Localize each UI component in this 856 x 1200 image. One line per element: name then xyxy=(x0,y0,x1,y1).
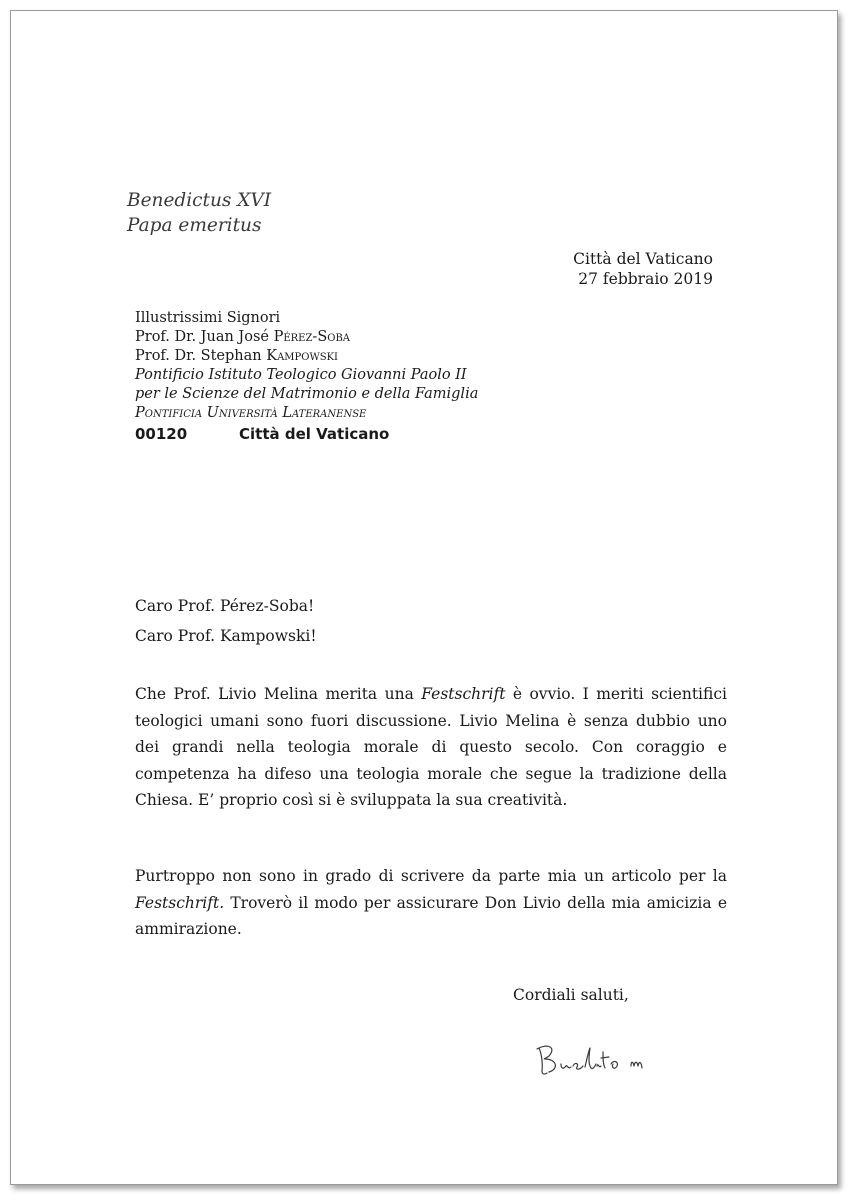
address-greeting: Illustrissimi Signori xyxy=(135,310,281,326)
postal-line xyxy=(135,423,478,445)
recipient-2-surname: Kampowski xyxy=(266,348,339,364)
paragraph-2-text-b: Troverò il modo per assicurare Don Livio della mia amicizia e ammirazione. xyxy=(135,893,727,938)
recipient-address xyxy=(135,309,478,445)
salutation-1: Caro Prof. Pérez-Soba! xyxy=(135,597,315,615)
letter-page xyxy=(10,10,838,1185)
paragraph-1-text-a: Che Prof. Livio Melina merita una xyxy=(135,685,422,703)
recipient-2-prefix: Prof. Dr. Stephan xyxy=(135,348,267,364)
signature-scribble xyxy=(531,1036,671,1080)
letter-place: Città del Vaticano xyxy=(573,250,713,268)
letter-date: 27 febbraio 2019 xyxy=(578,270,713,288)
closing-salutation: Cordiali saluti, xyxy=(513,986,629,1004)
paragraph-2-text-a: Purtroppo non sono in grado di scrivere da parte mia un articolo per la xyxy=(135,867,727,885)
recipient-1 xyxy=(135,328,478,347)
paragraph-1-text-b: è ovvio. I meriti scientifici teologici umani sono fuori discussione. Livio Melina è senza dubbio uno dei grandi nella teologia morale di questo secolo. Con coraggio e competenza ha difeso una teologia morale che segue la tradizione della Chiesa. E’ proprio così si è sviluppata la sua creatività. xyxy=(135,685,727,809)
university-name: Pontificia Università Lateranense xyxy=(135,405,367,421)
salutation-2: Caro Prof. Kampowski! xyxy=(135,626,317,645)
place-date-block xyxy=(573,249,713,289)
paragraph-1-emphasis: Festschrift xyxy=(421,685,506,703)
institute-line-2: per le Scienze del Matrimonio e della Famiglia xyxy=(135,386,479,402)
sender-title: Papa emeritus xyxy=(127,215,262,236)
recipient-1-surname: Pérez-Soba xyxy=(273,329,351,345)
sender-name: Benedictus XVI xyxy=(127,190,272,211)
institute-line-1: Pontificio Istituto Teologico Giovanni Paolo II xyxy=(135,367,467,383)
recipient-2 xyxy=(135,347,478,366)
sender-block xyxy=(127,188,271,238)
postal-code: 00120 xyxy=(135,425,188,443)
body-paragraph-1 xyxy=(135,681,727,814)
paragraph-2-emphasis: Festschrift. xyxy=(135,893,225,912)
body-paragraph-2 xyxy=(135,863,727,943)
handwritten-signature xyxy=(531,1036,671,1085)
postal-city: Città del Vaticano xyxy=(239,425,390,443)
salutation-block xyxy=(135,593,727,652)
recipient-1-prefix: Prof. Dr. Juan José xyxy=(135,329,274,345)
